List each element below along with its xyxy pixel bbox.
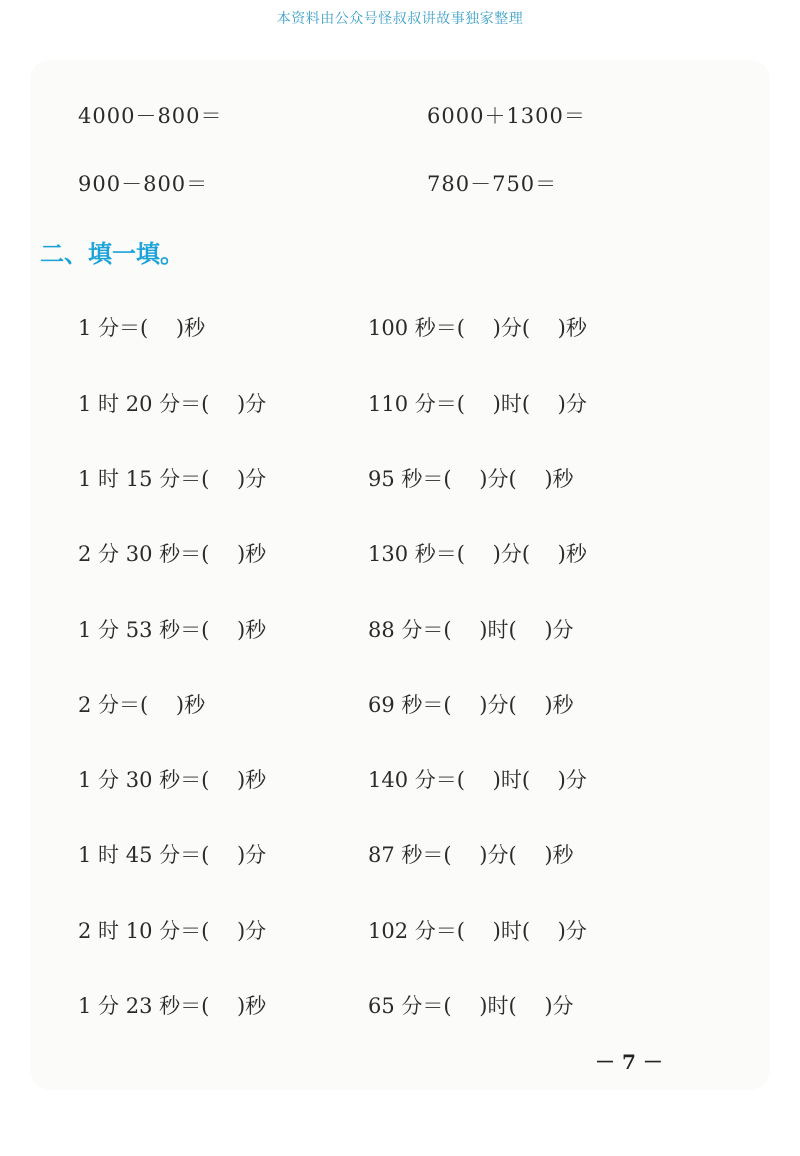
calc-problem: 6000＋1300＝ <box>427 104 586 128</box>
calc-row <box>0 100 800 140</box>
fill-problem: 110 分＝( )时( )分 <box>368 392 587 416</box>
fill-problem: 140 分＝( )时( )分 <box>368 768 587 792</box>
fill-row <box>0 388 800 428</box>
calc-problem: 4000－800＝ <box>78 104 223 128</box>
fill-problem: 100 秒＝( )分( )秒 <box>368 316 587 340</box>
fill-row <box>0 764 800 804</box>
fill-problem: 2 分＝( )秒 <box>78 693 206 717</box>
calc-problem: 900－800＝ <box>78 172 209 196</box>
fill-problem: 1 分 23 秒＝( )秒 <box>78 994 267 1018</box>
fill-problem: 95 秒＝( )分( )秒 <box>368 467 574 491</box>
watermark-header: 本资料由公众号怪叔叔讲故事独家整理 <box>276 11 524 27</box>
fill-problem: 1 时 45 分＝( )分 <box>78 843 267 867</box>
fill-problem: 2 分 30 秒＝( )秒 <box>78 542 267 566</box>
section-title: 二、填一填。 <box>40 240 184 268</box>
fill-row <box>0 614 800 654</box>
fill-problem: 130 秒＝( )分( )秒 <box>368 542 587 566</box>
fill-problem: 1 分 30 秒＝( )秒 <box>78 768 267 792</box>
fill-problem: 1 分＝( )秒 <box>78 316 206 340</box>
fill-problem: 102 分＝( )时( )分 <box>368 919 587 943</box>
fill-problem: 2 时 10 分＝( )分 <box>78 919 267 943</box>
fill-row <box>0 915 800 955</box>
fill-row <box>0 689 800 729</box>
fill-row <box>0 463 800 503</box>
calc-row <box>0 168 800 208</box>
fill-problem: 1 时 20 分＝( )分 <box>78 392 267 416</box>
fill-row <box>0 990 800 1030</box>
calc-problem: 780－750＝ <box>427 172 558 196</box>
fill-row <box>0 538 800 578</box>
fill-problem: 1 分 53 秒＝( )秒 <box>78 618 267 642</box>
fill-row <box>0 312 800 352</box>
page-number: － 7 － <box>595 1050 663 1074</box>
fill-problem: 65 分＝( )时( )分 <box>368 994 574 1018</box>
fill-problem: 87 秒＝( )分( )秒 <box>368 843 574 867</box>
fill-row <box>0 839 800 879</box>
fill-problem: 69 秒＝( )分( )秒 <box>368 693 574 717</box>
fill-problem: 88 分＝( )时( )分 <box>368 618 574 642</box>
fill-problem: 1 时 15 分＝( )分 <box>78 467 267 491</box>
